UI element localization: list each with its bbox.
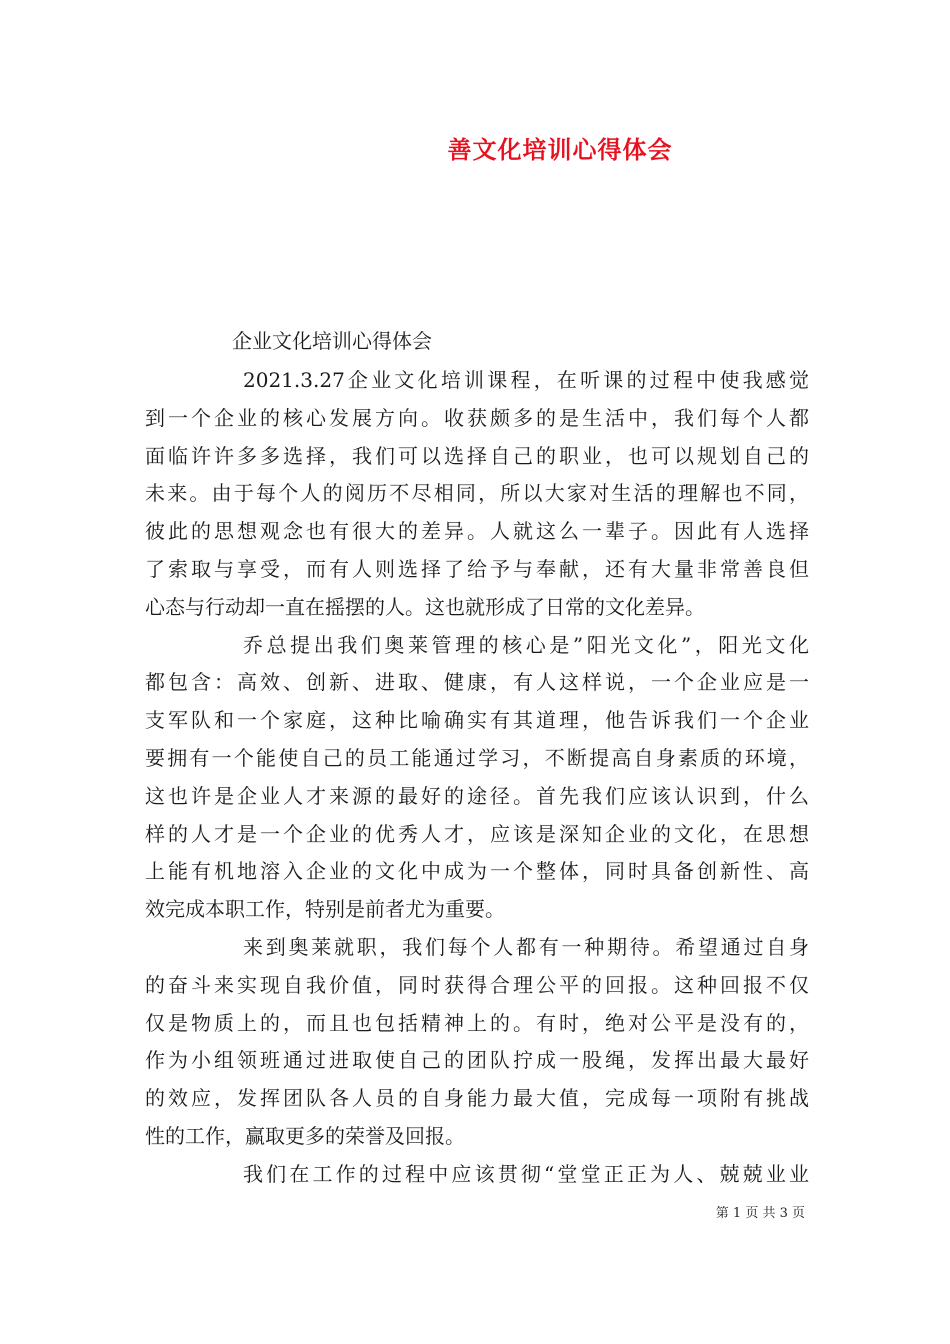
body-line: 上能有机地溶入企业的文化中成为一个整体，同时具备创新性、高 <box>145 859 809 884</box>
body-line: 要拥有一个能使自己的员工能通过学习，不断提高自身素质的环境， <box>145 745 809 770</box>
body-line: 的奋斗来实现自我价值，同时获得合理公平的回报。这种回报不仅 <box>145 972 809 997</box>
document-title: 善文化培训心得体会 <box>447 135 673 164</box>
body-line: 都包含：高效、创新、进取、健康，有人这样说，一个企业应是一 <box>145 670 809 695</box>
body-line: 心态与行动却一直在摇摆的人。这也就形成了日常的文化差异。 <box>145 594 705 619</box>
body-line: 样的人才是一个企业的优秀人才，应该是深知企业的文化，在思想 <box>145 821 809 846</box>
body-line: 到一个企业的核心发展方向。收获颇多的是生活中，我们每个人都 <box>145 405 809 430</box>
body-line: 这也许是企业人才来源的最好的途径。首先我们应该认识到，什么 <box>145 783 809 808</box>
body-line: 了索取与享受，而有人则选择了给予与奉献，还有大量非常善良但 <box>145 556 809 581</box>
document-subtitle: 企业文化培训心得体会 <box>232 329 432 353</box>
body-line: 仅是物质上的，而且也包括精神上的。有时，绝对公平是没有的， <box>145 1010 809 1035</box>
body-line: 支军队和一个家庭，这种比喻确实有其道理，他告诉我们一个企业 <box>145 708 809 733</box>
body-line: 面临许许多多选择，我们可以选择自己的职业，也可以规划自己的 <box>145 443 809 468</box>
body-line: 来到奥莱就职，我们每个人都有一种期待。希望通过自身 <box>243 934 809 959</box>
body-line: 性的工作，赢取更多的荣誉及回报。 <box>145 1123 465 1148</box>
body-line: 2021.3.27企业文化培训课程，在听课的过程中使我感觉 <box>243 368 809 392</box>
body-line: 乔总提出我们奥莱管理的核心是”阳光文化”，阳光文化 <box>243 632 809 657</box>
body-line: 效完成本职工作，特别是前者尤为重要。 <box>145 897 505 922</box>
body-line: 未来。由于每个人的阅历不尽相同，所以大家对生活的理解也不同， <box>145 481 809 506</box>
page-indicator: 第 1 页 共 3 页 <box>715 1206 805 1221</box>
body-line: 作为小组领班通过进取使自己的团队拧成一股绳，发挥出最大最好 <box>145 1048 809 1073</box>
document-body <box>145 362 809 1194</box>
body-line: 彼此的思想观念也有很大的差异。人就这么一辈子。因此有人选择 <box>145 519 809 544</box>
body-line: 的效应，发挥团队各人员的自身能力最大值，完成每一项附有挑战 <box>145 1086 809 1111</box>
body-line: 我们在工作的过程中应该贯彻“堂堂正正为人、兢兢业业 <box>243 1161 809 1186</box>
